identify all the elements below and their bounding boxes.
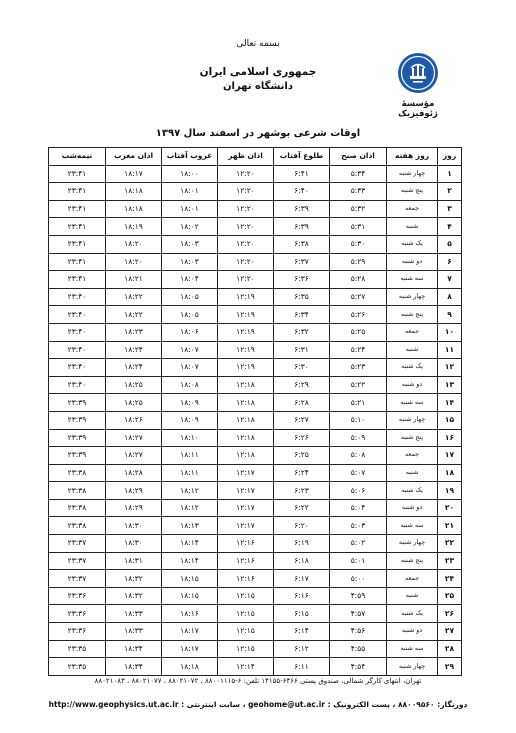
day-number-cell: ۲۹ — [438, 658, 462, 676]
weekday-cell: چهار شنبه — [387, 411, 438, 429]
time-cell: ۱۸:۲۵ — [106, 376, 162, 394]
bismillah-heading: بسمه تعالی — [236, 39, 280, 49]
footer-address: تهران، انتهای کارگر شمالی، صندوق پستی ۶۴۶۶-۱۴۱۵۵ تلفن: ۶-۸۸۰۰۱۱۱۵ ، ۸۸۰۲۱۰۷۲ ، ۸۸۰۲۱۰۷۷ ، ۸۸۰۲۱۰۸۳ — [94, 677, 422, 685]
time-cell: ۱۲:۱۴ — [218, 658, 274, 676]
time-cell: ۱۸:۱۷ — [106, 165, 162, 183]
day-number-cell: ۲۱ — [438, 517, 462, 535]
weekday-cell: چهار شنبه — [387, 288, 438, 306]
day-number-cell: ۱۲ — [438, 359, 462, 377]
time-cell: ۵:۲۴ — [330, 341, 387, 359]
time-cell: ۱۸:۳۳ — [106, 605, 162, 623]
time-cell: ۱۸:۲۶ — [106, 411, 162, 429]
time-cell: ۱۲:۱۸ — [218, 376, 274, 394]
weekday-cell: پنج شنبه — [387, 552, 438, 570]
time-cell: ۵:۲۶ — [330, 306, 387, 324]
time-cell: ۱۸:۰۹ — [162, 394, 218, 412]
time-cell: ۱۸:۲۳ — [106, 323, 162, 341]
time-cell: ۶:۴۰ — [274, 183, 330, 201]
weekday-cell: چهار شنبه — [387, 165, 438, 183]
time-cell: ۵:۰۶ — [330, 482, 387, 500]
time-cell: ۲۳:۳۵ — [49, 658, 106, 676]
time-cell: ۲۳:۳۹ — [49, 447, 106, 465]
time-cell: ۶:۳۹ — [274, 200, 330, 218]
time-cell: ۱۸:۰۱ — [162, 200, 218, 218]
column-header: طلوع آفتاب — [274, 148, 330, 166]
weekday-cell: دو شنبه — [387, 253, 438, 271]
time-cell: ۱۲:۱۹ — [218, 288, 274, 306]
time-cell: ۶:۲۶ — [274, 429, 330, 447]
time-cell: ۱۸:۱۱ — [162, 464, 218, 482]
page-title: اوقات شرعی بوشهر در اسفند سال ۱۳۹۷ — [155, 128, 361, 139]
day-number-cell: ۶ — [438, 253, 462, 271]
table-row — [49, 165, 462, 183]
republic-heading: جمهوری اسلامی ایران — [199, 66, 317, 78]
time-cell: ۶:۲۵ — [274, 447, 330, 465]
day-number-cell: ۱۳ — [438, 376, 462, 394]
table-row — [49, 429, 462, 447]
weekday-cell: جمعه — [387, 323, 438, 341]
time-cell: ۶:۳۸ — [274, 235, 330, 253]
weekday-cell: جمعه — [387, 447, 438, 465]
table-row — [49, 200, 462, 218]
time-cell: ۶:۳۲ — [274, 323, 330, 341]
time-cell: ۶:۲۸ — [274, 394, 330, 412]
table-row — [49, 411, 462, 429]
time-cell: ۱۸:۲۴ — [106, 341, 162, 359]
time-cell: ۶:۱۴ — [274, 623, 330, 641]
table-row — [49, 341, 462, 359]
table-row — [49, 447, 462, 465]
prayer-times-table — [48, 147, 462, 676]
day-number-cell: ۱۵ — [438, 411, 462, 429]
time-cell: ۱۸:۰۵ — [162, 288, 218, 306]
time-cell: ۱۲:۲۰ — [218, 183, 274, 201]
time-cell: ۱۸:۰۵ — [162, 306, 218, 324]
table-row — [49, 323, 462, 341]
time-cell: ۱۲:۱۶ — [218, 552, 274, 570]
time-cell: ۱۲:۱۷ — [218, 464, 274, 482]
time-cell: ۶:۲۲ — [274, 499, 330, 517]
day-number-cell: ۲۰ — [438, 499, 462, 517]
time-cell: ۱۸:۲۸ — [106, 464, 162, 482]
time-cell: ۱۸:۳۱ — [106, 552, 162, 570]
time-cell: ۱۲:۱۹ — [218, 323, 274, 341]
time-cell: ۱۸:۲۷ — [106, 447, 162, 465]
table-row — [49, 499, 462, 517]
time-cell: ۱۸:۲۴ — [106, 359, 162, 377]
time-cell: ۱۲:۱۹ — [218, 359, 274, 377]
weekday-cell: جمعه — [387, 200, 438, 218]
table-row — [49, 535, 462, 553]
day-number-cell: ۳ — [438, 200, 462, 218]
time-cell: ۱۸:۰۰ — [162, 165, 218, 183]
time-cell: ۱۸:۱۹ — [106, 218, 162, 236]
time-cell: ۱۸:۱۷ — [162, 623, 218, 641]
table-row — [49, 183, 462, 201]
time-cell: ۲۳:۳۹ — [49, 429, 106, 447]
weekday-cell: شنبه — [387, 218, 438, 236]
day-number-cell: ۲۳ — [438, 552, 462, 570]
weekday-cell: دو شنبه — [387, 623, 438, 641]
time-cell: ۶:۲۰ — [274, 517, 330, 535]
weekday-cell: سه شنبه — [387, 517, 438, 535]
day-number-cell: ۲۵ — [438, 587, 462, 605]
time-cell: ۱۸:۲۲ — [106, 306, 162, 324]
time-cell: ۵:۲۷ — [330, 288, 387, 306]
time-cell: ۵:۰۰ — [330, 570, 387, 588]
time-cell: ۵:۱۰ — [330, 411, 387, 429]
time-cell: ۵:۰۹ — [330, 429, 387, 447]
column-header: روز — [438, 148, 462, 166]
time-cell: ۱۸:۲۰ — [106, 235, 162, 253]
day-number-cell: ۲۶ — [438, 605, 462, 623]
time-cell: ۶:۱۹ — [274, 535, 330, 553]
time-cell: ۲۳:۴۱ — [49, 271, 106, 289]
time-cell: ۴:۵۷ — [330, 605, 387, 623]
time-cell: ۲۳:۳۷ — [49, 570, 106, 588]
time-cell: ۲۳:۳۶ — [49, 605, 106, 623]
weekday-cell: سه شنبه — [387, 271, 438, 289]
time-cell: ۲۳:۴۰ — [49, 376, 106, 394]
time-cell: ۲۳:۴۱ — [49, 253, 106, 271]
time-cell: ۱۸:۱۸ — [106, 183, 162, 201]
weekday-cell: شنبه — [387, 587, 438, 605]
day-number-cell: ۱۰ — [438, 323, 462, 341]
time-cell: ۶:۳۰ — [274, 359, 330, 377]
time-cell: ۲۳:۳۹ — [49, 394, 106, 412]
time-cell: ۵:۲۳ — [330, 359, 387, 377]
time-cell: ۶:۱۱ — [274, 658, 330, 676]
day-number-cell: ۱ — [438, 165, 462, 183]
time-cell: ۶:۳۱ — [274, 341, 330, 359]
time-cell: ۲۳:۴۰ — [49, 288, 106, 306]
time-cell: ۱۸:۲۹ — [106, 499, 162, 517]
weekday-cell: یک شنبه — [387, 482, 438, 500]
time-cell: ۵:۰۷ — [330, 464, 387, 482]
day-number-cell: ۱۱ — [438, 341, 462, 359]
table-row — [49, 359, 462, 377]
time-cell: ۱۸:۳۰ — [106, 535, 162, 553]
column-header: غروب آفتاب — [162, 148, 218, 166]
table-row — [49, 587, 462, 605]
weekday-cell: یک شنبه — [387, 605, 438, 623]
time-cell: ۱۲:۱۶ — [218, 570, 274, 588]
time-cell: ۱۲:۱۸ — [218, 411, 274, 429]
time-cell: ۱۸:۱۷ — [162, 640, 218, 658]
weekday-cell: چهار شنبه — [387, 658, 438, 676]
table-row — [49, 640, 462, 658]
time-cell: ۱۲:۱۸ — [218, 394, 274, 412]
time-cell: ۱۸:۰۳ — [162, 253, 218, 271]
time-cell: ۱۲:۱۷ — [218, 517, 274, 535]
time-cell: ۵:۰۲ — [330, 535, 387, 553]
time-cell: ۵:۳۳ — [330, 183, 387, 201]
time-cell: ۵:۰۴ — [330, 499, 387, 517]
time-cell: ۱۲:۱۵ — [218, 640, 274, 658]
time-cell: ۶:۳۵ — [274, 288, 330, 306]
time-cell: ۱۲:۲۰ — [218, 253, 274, 271]
time-cell: ۶:۱۶ — [274, 587, 330, 605]
time-cell: ۵:۰۱ — [330, 552, 387, 570]
time-cell: ۱۸:۰۹ — [162, 411, 218, 429]
column-header: اذان صبح — [330, 148, 387, 166]
time-cell: ۶:۳۷ — [274, 253, 330, 271]
weekday-cell: یک شنبه — [387, 359, 438, 377]
time-cell: ۲۳:۳۵ — [49, 640, 106, 658]
weekday-cell: سه شنبه — [387, 640, 438, 658]
table-row — [49, 288, 462, 306]
time-cell: ۱۸:۰۷ — [162, 359, 218, 377]
weekday-cell: پنج شنبه — [387, 306, 438, 324]
time-cell: ۵:۳۴ — [330, 165, 387, 183]
time-cell: ۱۸:۱۰ — [162, 429, 218, 447]
time-cell: ۱۸:۳۲ — [106, 587, 162, 605]
weekday-cell: پنج شنبه — [387, 429, 438, 447]
table-row — [49, 235, 462, 253]
time-cell: ۲۳:۴۱ — [49, 165, 106, 183]
column-header: روز هفته — [387, 148, 438, 166]
time-cell: ۶:۳۴ — [274, 306, 330, 324]
time-cell: ۲۳:۳۸ — [49, 517, 106, 535]
time-cell: ۱۸:۱۴ — [162, 552, 218, 570]
time-cell: ۵:۲۲ — [330, 376, 387, 394]
time-cell: ۵:۲۵ — [330, 323, 387, 341]
time-cell: ۱۸:۰۴ — [162, 271, 218, 289]
time-cell: ۲۳:۴۱ — [49, 235, 106, 253]
time-cell: ۲۳:۴۰ — [49, 306, 106, 324]
day-number-cell: ۱۴ — [438, 394, 462, 412]
day-number-cell: ۵ — [438, 235, 462, 253]
weekday-cell: دو شنبه — [387, 376, 438, 394]
time-cell: ۱۸:۰۱ — [162, 183, 218, 201]
university-heading: دانشگاه تهران — [223, 81, 293, 92]
time-cell: ۱۲:۱۹ — [218, 306, 274, 324]
time-cell: ۱۸:۱۱ — [162, 447, 218, 465]
time-cell: ۱۲:۱۵ — [218, 605, 274, 623]
day-number-cell: ۲۷ — [438, 623, 462, 641]
time-cell: ۱۸:۱۳ — [162, 517, 218, 535]
time-cell: ۱۲:۲۰ — [218, 271, 274, 289]
day-number-cell: ۲۴ — [438, 570, 462, 588]
time-cell: ۵:۳۱ — [330, 218, 387, 236]
table-row — [49, 605, 462, 623]
time-cell: ۱۸:۱۵ — [162, 587, 218, 605]
time-cell: ۶:۱۲ — [274, 640, 330, 658]
time-cell: ۱۲:۱۹ — [218, 341, 274, 359]
day-number-cell: ۴ — [438, 218, 462, 236]
time-cell: ۵:۳۰ — [330, 235, 387, 253]
table-row — [49, 517, 462, 535]
day-number-cell: ۸ — [438, 288, 462, 306]
time-cell: ۶:۲۷ — [274, 411, 330, 429]
time-cell: ۱۲:۱۶ — [218, 535, 274, 553]
time-cell: ۶:۱۵ — [274, 605, 330, 623]
time-cell: ۵:۲۱ — [330, 394, 387, 412]
time-cell: ۲۳:۳۶ — [49, 587, 106, 605]
time-cell: ۲۳:۴۱ — [49, 183, 106, 201]
time-cell: ۲۳:۳۷ — [49, 552, 106, 570]
time-cell: ۱۸:۱۲ — [162, 499, 218, 517]
time-cell: ۶:۱۸ — [274, 552, 330, 570]
table-row — [49, 394, 462, 412]
time-cell: ۴:۵۶ — [330, 623, 387, 641]
time-cell: ۲۳:۴۱ — [49, 218, 106, 236]
column-header: نیمه‌شب — [49, 148, 106, 166]
time-cell: ۶:۱۷ — [274, 570, 330, 588]
time-cell: ۱۲:۲۰ — [218, 235, 274, 253]
time-cell: ۱۸:۳۴ — [106, 658, 162, 676]
weekday-cell: شنبه — [387, 464, 438, 482]
time-cell: ۶:۳۹ — [274, 218, 330, 236]
table-row — [49, 271, 462, 289]
table-row — [49, 552, 462, 570]
time-cell: ۴:۵۵ — [330, 640, 387, 658]
table-row — [49, 253, 462, 271]
day-number-cell: ۲۸ — [438, 640, 462, 658]
day-number-cell: ۱۹ — [438, 482, 462, 500]
day-number-cell: ۱۷ — [438, 447, 462, 465]
time-cell: ۱۸:۱۸ — [162, 658, 218, 676]
time-cell: ۲۳:۳۸ — [49, 482, 106, 500]
time-cell: ۱۸:۲۲ — [106, 288, 162, 306]
time-cell: ۵:۳۲ — [330, 200, 387, 218]
table-row — [49, 218, 462, 236]
time-cell: ۱۸:۳۰ — [106, 517, 162, 535]
time-cell: ۲۳:۳۷ — [49, 535, 106, 553]
time-cell: ۱۸:۰۸ — [162, 376, 218, 394]
time-cell: ۱۸:۳۳ — [106, 623, 162, 641]
time-cell: ۲۳:۴۰ — [49, 341, 106, 359]
time-cell: ۱۲:۱۷ — [218, 499, 274, 517]
time-cell: ۱۲:۱۵ — [218, 587, 274, 605]
weekday-cell: پنج شنبه — [387, 183, 438, 201]
table-row — [49, 570, 462, 588]
time-cell: ۲۳:۴۱ — [49, 200, 106, 218]
table-row — [49, 464, 462, 482]
day-number-cell: ۱۸ — [438, 464, 462, 482]
time-cell: ۶:۲۴ — [274, 464, 330, 482]
time-cell: ۵:۰۳ — [330, 517, 387, 535]
time-cell: ۱۲:۱۸ — [218, 447, 274, 465]
time-cell: ۲۳:۳۸ — [49, 464, 106, 482]
weekday-cell: سه شنبه — [387, 394, 438, 412]
table-row — [49, 623, 462, 641]
time-cell: ۱۸:۱۶ — [162, 605, 218, 623]
time-cell: ۶:۲۹ — [274, 376, 330, 394]
time-cell: ۱۲:۱۷ — [218, 482, 274, 500]
time-cell: ۴:۵۹ — [330, 587, 387, 605]
day-number-cell: ۱۶ — [438, 429, 462, 447]
weekday-cell: جمعه — [387, 570, 438, 588]
time-cell: ۱۸:۰۲ — [162, 218, 218, 236]
time-cell: ۱۸:۱۲ — [162, 482, 218, 500]
time-cell: ۲۳:۳۶ — [49, 623, 106, 641]
time-cell: ۱۲:۱۸ — [218, 429, 274, 447]
table-row — [49, 376, 462, 394]
time-cell: ۱۲:۲۰ — [218, 200, 274, 218]
time-cell: ۱۸:۱۵ — [162, 570, 218, 588]
column-header: اذان ظهر — [218, 148, 274, 166]
weekday-cell: یک شنبه — [387, 235, 438, 253]
day-number-cell: ۲ — [438, 183, 462, 201]
table-header-row — [49, 148, 462, 166]
time-cell: ۱۸:۲۷ — [106, 429, 162, 447]
time-cell: ۲۳:۴۰ — [49, 359, 106, 377]
time-cell: ۱۸:۱۸ — [106, 200, 162, 218]
time-cell: ۱۸:۰۶ — [162, 323, 218, 341]
time-cell: ۱۲:۲۰ — [218, 165, 274, 183]
time-cell: ۱۸:۳۲ — [106, 570, 162, 588]
time-cell: ۵:۰۸ — [330, 447, 387, 465]
time-cell: ۱۸:۰۷ — [162, 341, 218, 359]
time-cell: ۵:۲۹ — [330, 253, 387, 271]
time-cell: ۱۸:۰۳ — [162, 235, 218, 253]
time-cell: ۶:۴۱ — [274, 165, 330, 183]
time-cell: ۴:۵۴ — [330, 658, 387, 676]
time-cell: ۱۸:۱۴ — [162, 535, 218, 553]
time-cell: ۵:۲۸ — [330, 271, 387, 289]
time-cell: ۱۸:۲۵ — [106, 394, 162, 412]
time-cell: ۱۸:۲۹ — [106, 482, 162, 500]
time-cell: ۶:۳۶ — [274, 271, 330, 289]
university-logo-icon — [397, 52, 439, 94]
weekday-cell: چهار شنبه — [387, 535, 438, 553]
table-row — [49, 658, 462, 676]
time-cell: ۲۳:۳۹ — [49, 411, 106, 429]
table-row — [49, 306, 462, 324]
footer-contact: دورنگار: ۸۸۰۰۹۵۶۰ ، پست الکترونیک : geohome@ut.ac.ir ، سایت اینترنتی : http://www.geophysics.ut.ac.ir — [48, 700, 468, 709]
time-cell: ۱۲:۲۰ — [218, 218, 274, 236]
institute-name: مؤسسهٔ ژئوفیزیک — [398, 99, 438, 119]
time-cell: ۱۲:۱۵ — [218, 623, 274, 641]
weekday-cell: شنبه — [387, 341, 438, 359]
day-number-cell: ۹ — [438, 306, 462, 324]
weekday-cell: دو شنبه — [387, 499, 438, 517]
table-row — [49, 482, 462, 500]
time-cell: ۲۳:۴۰ — [49, 323, 106, 341]
day-number-cell: ۲۲ — [438, 535, 462, 553]
time-cell: ۱۸:۲۰ — [106, 253, 162, 271]
time-cell: ۱۸:۳۴ — [106, 640, 162, 658]
time-cell: ۶:۲۳ — [274, 482, 330, 500]
time-cell: ۱۸:۲۱ — [106, 271, 162, 289]
column-header: اذان مغرب — [106, 148, 162, 166]
day-number-cell: ۷ — [438, 271, 462, 289]
time-cell: ۲۳:۳۸ — [49, 499, 106, 517]
